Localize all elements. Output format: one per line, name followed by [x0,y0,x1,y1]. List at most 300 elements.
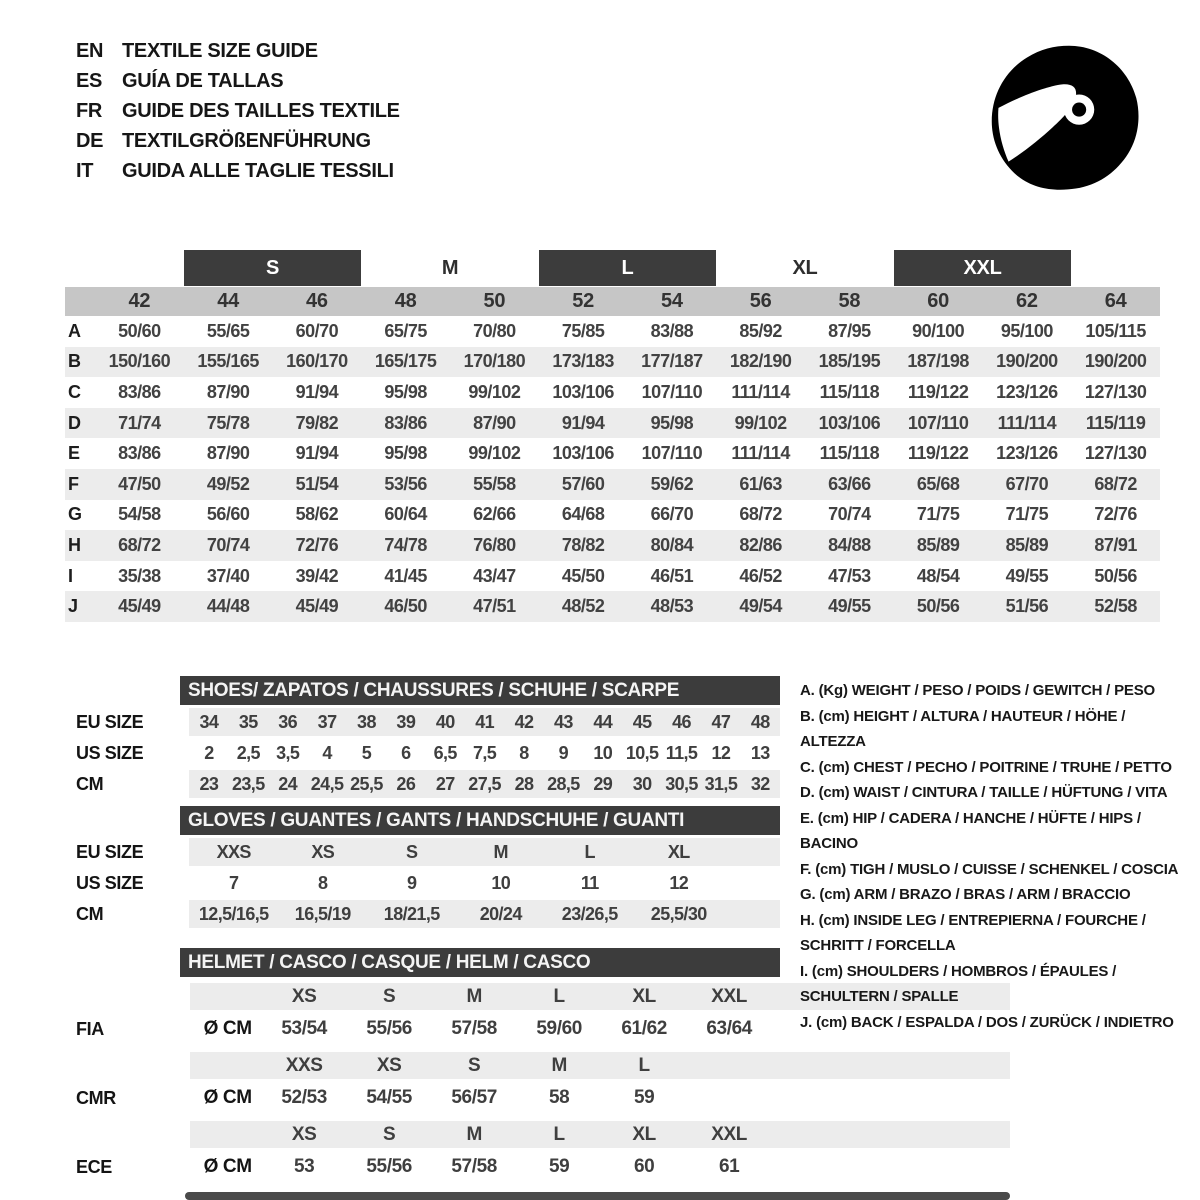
language-title: GUIDA ALLE TAGLIE TESSILI [122,159,394,182]
size-value: 111/114 [997,412,1057,433]
shoes-section-title: SHOES/ ZAPATOS / CHAUSSURES / SCHUHE / SCARPE [180,676,780,705]
size-group-l: L [539,250,717,286]
row-label: EU SIZE [76,841,144,862]
cell-value: 28,5 [547,773,580,794]
measurement-row-a [65,316,1160,347]
language-code: ES [76,69,103,92]
row-values [189,739,780,767]
spacer [65,1121,190,1148]
size-value: 41/45 [384,565,427,586]
size-value: 68/72 [739,504,782,525]
helmet-value: 59 [633,1087,655,1108]
cell-value: 27 [435,773,455,794]
cell-value: 9 [407,872,417,893]
table-row [65,770,780,798]
measurement-row-j [65,591,1160,622]
cell-value: 6,5 [433,742,457,763]
cell-value: 23,5 [231,773,265,794]
cell-value: 28 [514,773,534,794]
size-value: 71/74 [118,412,161,433]
row-letter: D [68,412,81,433]
row-values [189,708,780,736]
legend-item: D. (cm) WAIST / CINTURA / TAILLE / HÜFTUNG / VITA [800,784,1168,801]
language-row [76,96,400,126]
helmet-size-label: S [468,1054,481,1076]
cell-value: 23/26,5 [561,903,618,924]
cell-value: 25,5 [350,773,383,794]
language-title-block [76,36,400,186]
helmet-value: 53/54 [281,1018,327,1039]
size-value: 170/180 [463,351,526,372]
legend-item: C. (cm) CHEST / PECHO / POITRINE / TRUHE / PETTO [800,758,1172,776]
row-letter: B [68,351,81,372]
helmet-value: 57/58 [451,1156,497,1177]
numeric-size: 52 [572,290,594,312]
size-value: 83/86 [118,381,161,402]
numeric-size: 46 [306,290,328,312]
size-value: 150/160 [108,351,171,372]
size-value: 87/90 [206,381,250,402]
table-row [65,900,780,928]
language-code: DE [76,129,104,152]
language-row [76,156,400,186]
size-value: 155/165 [197,351,259,372]
helmet-size-label: L [638,1054,650,1076]
size-value: 75/78 [206,412,250,433]
cell-value: 35 [238,711,258,732]
size-value: 103/106 [818,412,881,433]
gloves-table [65,806,780,928]
row-letter: E [68,443,81,464]
size-value: 59/62 [650,473,694,494]
helmet-size-label: XS [291,1123,317,1145]
legend-item: H. (cm) INSIDE LEG / ENTREPIERNA / FOURCHE / SCHRITT / FORCELLA [800,911,1146,954]
measurement-rows [65,316,1160,622]
language-code: EN [76,39,104,62]
size-value: 115/119 [1085,412,1146,433]
size-value: 95/98 [650,412,694,433]
helmet-size-label: L [553,985,565,1007]
size-group-s: S [184,250,362,286]
cell-value: 2 [204,742,214,763]
language-row [76,66,400,96]
size-value: 48/53 [650,596,694,617]
size-value: 87/95 [828,320,871,341]
size-value: 107/110 [641,381,703,402]
helmet-size-label: XS [291,985,317,1007]
size-value: 91/94 [295,381,339,402]
numeric-size: 56 [749,290,772,312]
cell-value: L [584,841,595,862]
size-value: 127/130 [1084,443,1147,464]
cell-value: 12,5/16,5 [198,903,269,924]
size-value: 47/50 [118,473,161,494]
cell-value: 30,5 [665,773,698,794]
size-value: 119/122 [907,443,969,464]
cell-value: 7,5 [472,742,497,763]
measurement-row-i [65,561,1160,592]
cell-value: 39 [396,711,416,732]
size-value: 115/118 [819,443,880,464]
cell-value: 10,5 [625,742,659,763]
size-value: 79/82 [295,412,339,433]
cell-value: M [493,841,508,862]
bottom-scrollbar[interactable] [185,1192,1010,1200]
size-value: 91/94 [561,412,605,433]
helmet-values [190,1081,1010,1115]
row-label: US SIZE [76,872,144,893]
helmet-size-band-ece [65,1121,1010,1148]
size-value: 39/42 [295,565,339,586]
helmet-size-label: S [383,985,396,1007]
size-value: 66/70 [650,504,694,525]
helmet-size-label: L [553,1123,565,1145]
cell-value: 27,5 [468,773,501,794]
size-value: 50/56 [1094,565,1137,586]
size-group-header-row [65,250,1160,286]
cell-value: 46 [672,711,691,732]
size-value: 76/80 [473,534,516,555]
helmet-sizes [190,1121,1010,1148]
cell-value: 11 [580,872,599,893]
size-value: 123/126 [996,443,1058,464]
size-value: 46/51 [650,565,694,586]
standard-label: FIA [76,1018,104,1039]
numeric-size: 58 [838,290,861,312]
cell-value: 20/24 [479,903,522,924]
size-value: 177/187 [641,351,703,372]
cell-value: 38 [357,711,376,732]
gloves-section-title: GLOVES / GUANTES / GANTS / HANDSCHUHE / GUANTI [180,806,780,835]
helmet-size-label: S [383,1123,396,1145]
size-value: 99/102 [468,381,521,402]
legend-item: F. (cm) TIGH / MUSLO / CUISSE / SCHENKEL / COSCIA [800,860,1179,878]
row-label: US SIZE [76,742,144,763]
size-value: 60/70 [295,320,339,341]
standard-label: ECE [76,1156,112,1177]
cell-value: 16,5/19 [294,903,351,924]
size-value: 165/175 [374,351,437,372]
helmet-value: 60 [633,1156,655,1177]
measurement-row-g [65,500,1160,531]
cell-value: 25,5/30 [650,903,707,924]
cell-value: 2,5 [236,742,260,763]
size-value: 50/60 [118,320,161,341]
helmet-value: 63/64 [706,1018,752,1039]
helmet-value: 61/62 [621,1018,667,1039]
numeric-size: 50 [483,290,506,312]
size-value: 50/56 [916,596,960,617]
size-value: 70/74 [206,534,250,555]
helmet-value: 58 [548,1087,570,1108]
size-value: 48/52 [561,596,605,617]
size-value: 46/52 [739,565,782,586]
size-value: 111/114 [731,381,790,402]
size-value: 70/74 [828,504,871,525]
size-value: 80/84 [650,534,694,555]
spacer [190,983,262,1010]
size-value: 43/47 [473,565,516,586]
size-value: 68/72 [118,534,161,555]
size-value: 49/55 [1005,565,1049,586]
helmet-size-label: M [466,1123,482,1145]
cell-value: 11,5 [665,742,698,763]
spacer [190,1121,262,1148]
legend-item: A. (Kg) WEIGHT / PESO / POIDS / GEWITCH / PESO [800,682,1155,699]
cell-value: 4 [322,742,332,763]
size-value: 70/80 [473,320,516,341]
helmet-size-label: M [551,1054,567,1076]
measurement-legend [800,678,1192,1035]
helmet-value: 55/56 [366,1018,412,1039]
cell-value: 41 [475,711,495,732]
shoes-table [65,676,780,798]
cell-value: 42 [514,711,534,732]
language-title: GUÍA DE TALLAS [122,69,284,92]
cell-value: 26 [396,773,416,794]
size-value: 190/200 [1084,351,1147,372]
size-value: 127/130 [1084,381,1147,402]
row-letter: G [68,504,83,525]
cell-value: 36 [278,711,298,732]
table-row [65,739,780,767]
cell-value: 7 [229,872,239,893]
helmet-size-label: XXL [711,985,748,1007]
size-value: 85/89 [916,534,960,555]
table-row [65,869,780,897]
measurement-row-f [65,469,1160,500]
numeric-size: 48 [394,290,417,312]
helmet-value: 55/56 [366,1156,412,1177]
size-value: 60/64 [384,504,427,525]
size-value: 71/75 [916,504,960,525]
helmet-size-label: XL [632,1123,656,1145]
row-letter: J [68,596,79,617]
size-value: 57/60 [561,473,605,494]
size-value: 182/190 [729,351,792,372]
helmet-size-label: XXS [285,1054,323,1076]
size-value: 74/78 [384,534,427,555]
numeric-size: 42 [128,290,151,312]
diameter-unit: Ø CM [203,1156,252,1177]
size-value: 65/68 [916,473,960,494]
size-value: 95/100 [1000,320,1053,341]
cell-value: 43 [553,711,573,732]
helmet-value: 53 [293,1156,315,1177]
spacer [65,1052,190,1079]
cell-value: 45 [632,711,652,732]
helmet-value [687,1081,772,1115]
cell-value: 24 [278,773,298,794]
cell-value: XXS [216,841,251,862]
numeric-size: 64 [1104,290,1127,312]
helmet-value-row-ece [65,1150,1010,1184]
language-row [76,36,400,66]
cell-value: 9 [558,742,569,763]
language-row [76,126,400,156]
size-value: 47/51 [473,596,516,617]
cell-value: 30 [632,773,652,794]
numeric-size-row [65,287,1160,316]
size-value: 107/110 [641,443,703,464]
size-value: 48/54 [916,565,960,586]
size-value: 85/92 [739,320,782,341]
shoes-rows [65,708,780,798]
helmet-value: 59/60 [536,1018,582,1039]
legend-item: E. (cm) HIP / CADERA / HANCHE / HÜFTE / HIPS / BACINO [800,809,1141,852]
row-letter: F [68,473,79,494]
size-value: 45/49 [295,596,339,617]
size-value: 49/55 [828,596,871,617]
size-value: 45/49 [118,596,161,617]
spacer [65,287,95,316]
row-label: CM [76,773,104,794]
helmet-value-row-cmr [65,1081,1010,1115]
size-value: 55/65 [206,320,250,341]
cell-value: 3,5 [276,742,300,763]
size-value: 84/88 [828,534,871,555]
helmet-value: 54/55 [366,1087,412,1108]
size-value: 103/106 [552,443,614,464]
cell-value: 10 [593,742,613,763]
diameter-unit: Ø CM [203,1018,252,1039]
measurement-row-d [65,408,1160,439]
racing-helmet-icon [980,34,1148,202]
helmet-size-label: XXL [711,1123,748,1145]
helmet-value: 56/57 [451,1087,497,1108]
numeric-size: 60 [927,290,949,312]
cell-value: 12 [669,872,689,893]
row-letter: I [68,565,74,586]
row-label: EU SIZE [76,711,144,732]
cell-value: 31,5 [704,773,738,794]
size-value: 83/88 [650,320,694,341]
size-value: 105/115 [1085,320,1146,341]
size-value: 123/126 [996,381,1058,402]
size-value: 45/50 [561,565,605,586]
size-value: 67/70 [1005,473,1049,494]
standard-label: CMR [76,1087,116,1108]
size-value: 99/102 [468,443,521,464]
spacer [65,983,190,1010]
cell-value: 48 [750,711,770,732]
helmet-section-title: HELMET / CASCO / CASQUE / HELM / CASCO [180,948,780,977]
textile-size-table [65,250,1160,622]
size-value: 64/68 [561,504,605,525]
helmet-value: 57/58 [451,1018,497,1039]
size-value: 83/86 [384,412,427,433]
helmet-sizes [190,1052,1010,1079]
size-value: 65/75 [384,320,427,341]
legend-item: J. (cm) BACK / ESPALDA / DOS / ZURÜCK / INDIETRO [800,1013,1174,1031]
size-value: 103/106 [552,381,614,402]
size-value: 72/76 [1094,504,1137,525]
size-value: 95/98 [384,443,427,464]
size-value: 78/82 [561,534,605,555]
size-value: 185/195 [818,351,881,372]
numeric-size: 44 [217,290,239,312]
row-values [189,869,780,897]
size-value: 160/170 [286,351,348,372]
helmet-size-label: XS [376,1054,402,1076]
size-value: 62/66 [473,504,516,525]
table-row [65,708,780,736]
size-value: 35/38 [118,565,161,586]
size-group-xl: XL [792,256,818,279]
helmet-value: 61 [718,1156,740,1177]
helmet-value: 52/53 [281,1087,327,1108]
helmet-size-label: M [466,985,482,1007]
size-value: 49/54 [739,596,782,617]
size-value: 58/62 [295,504,339,525]
cell-value: 34 [199,711,219,732]
helmet-size-label [687,1052,772,1079]
row-values [189,900,780,928]
size-value: 85/89 [1005,534,1049,555]
size-value: 37/40 [206,565,250,586]
size-value: 87/90 [206,443,250,464]
size-value: 115/118 [819,381,880,402]
size-value: 72/76 [295,534,339,555]
cell-value: 13 [750,742,770,763]
language-title: TEXTILGRÖßENFÜHRUNG [122,129,371,152]
legend-item: I. (cm) SHOULDERS / HOMBROS / ÉPAULES / SCHULTERN / SPALLE [800,962,1117,1005]
cell-value: 24,5 [310,773,344,794]
size-value: 61/63 [739,473,782,494]
size-value: 87/90 [473,412,516,433]
cell-value: XS [311,841,335,862]
size-value: 87/91 [1094,534,1137,555]
size-value: 75/85 [561,320,605,341]
measurement-row-b [65,347,1160,378]
language-title: TEXTILE SIZE GUIDE [122,39,318,62]
gloves-rows [65,838,780,928]
size-value: 51/56 [1005,596,1049,617]
size-value: 54/58 [118,504,161,525]
helmet-size-band-cmr [65,1052,1010,1079]
size-value: 119/122 [907,381,969,402]
row-letter: A [68,320,81,341]
size-value: 190/200 [996,351,1058,372]
size-value: 90/100 [912,320,965,341]
row-values [189,770,780,798]
language-code: FR [76,99,103,122]
cell-value: 37 [317,711,337,732]
size-value: 47/53 [828,565,871,586]
helmet-values [190,1150,1010,1184]
size-value: 173/183 [552,351,614,372]
size-value: 82/86 [739,534,782,555]
size-value: 99/102 [734,412,787,433]
size-value: 187/198 [907,351,969,372]
diameter-unit: Ø CM [203,1087,252,1108]
cell-value: 12 [711,742,731,763]
size-value: 107/110 [907,412,969,433]
cell-value: 5 [361,742,372,763]
size-value: 91/94 [295,443,339,464]
numeric-size: 54 [661,290,683,312]
size-value: 52/58 [1094,596,1137,617]
cell-value: 32 [750,773,770,794]
language-title: GUIDE DES TAILLES TEXTILE [122,99,400,122]
size-value: 44/48 [206,596,250,617]
cell-value: S [406,841,418,862]
cell-value: 8 [519,742,529,763]
legend-item: G. (cm) ARM / BRAZO / BRAS / ARM / BRACCIO [800,886,1131,903]
row-letter: C [68,381,81,402]
size-group-xxl: XXL [894,250,1072,286]
cell-value: 47 [711,711,731,732]
